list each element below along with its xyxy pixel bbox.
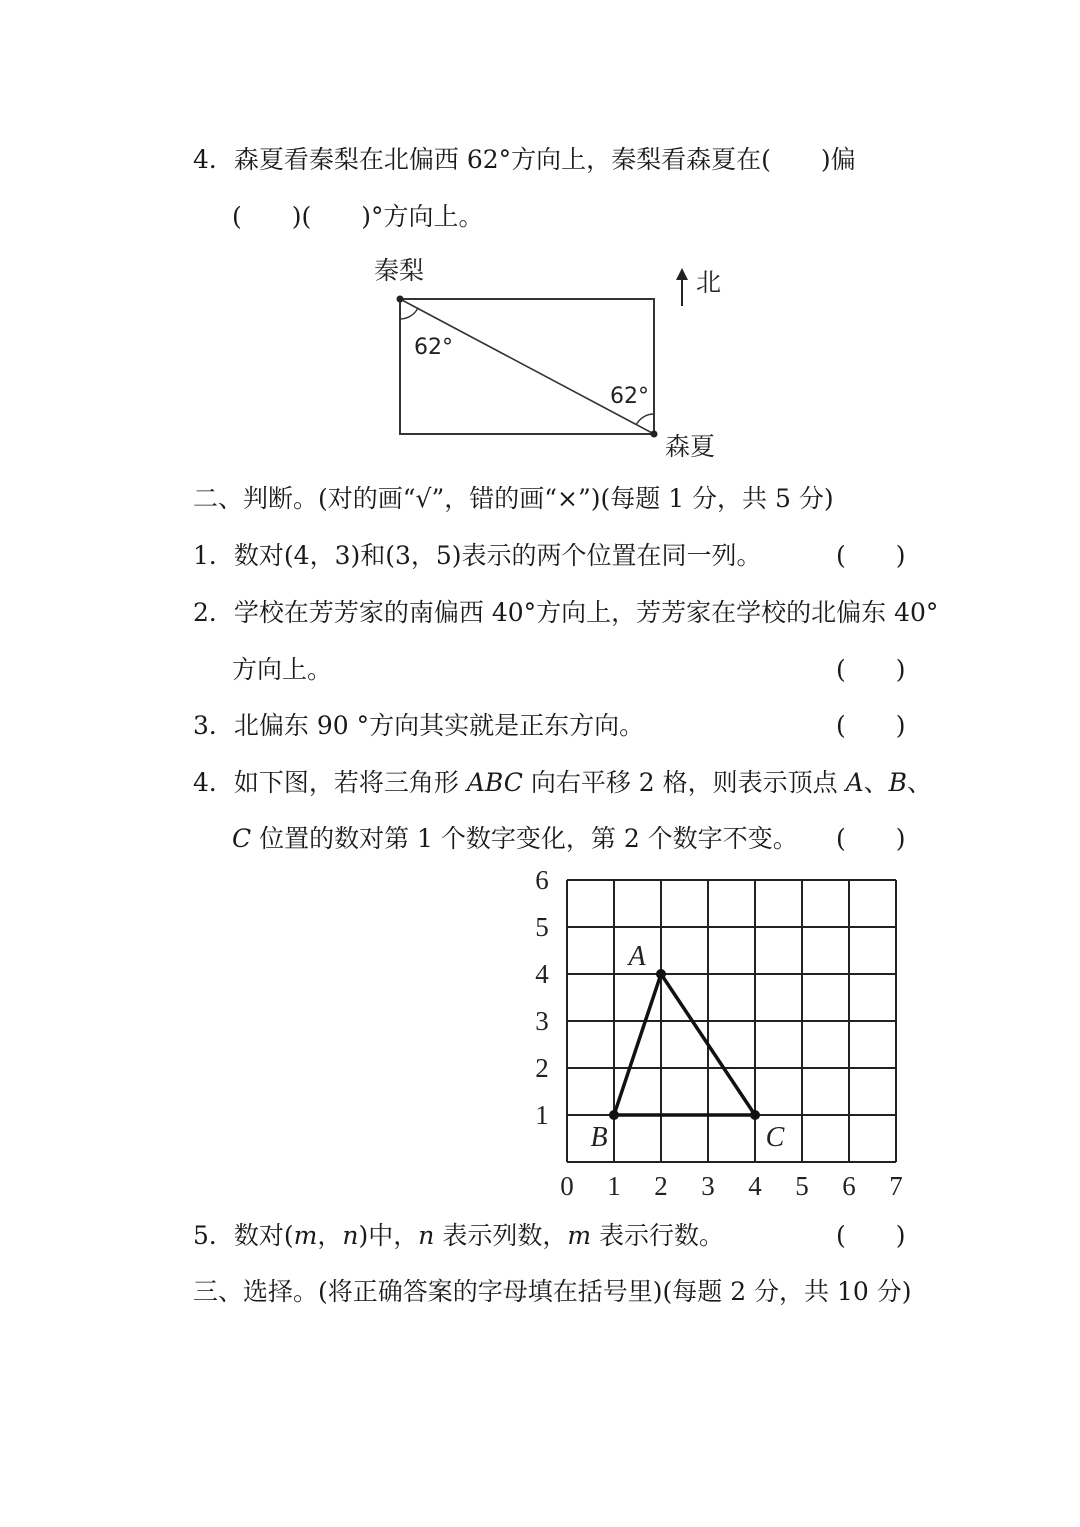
- y-tick-label: 1: [535, 1100, 549, 1130]
- point-qinli: [397, 296, 404, 303]
- y-tick-label: 3: [535, 1006, 549, 1036]
- x-tick-label: 5: [795, 1171, 809, 1201]
- angle-arc-top: [400, 308, 418, 319]
- x-tick-label: 3: [701, 1171, 715, 1201]
- q4-line1: 4．森夏看秦梨在北偏西 62°方向上，秦梨看森夏在( )偏: [193, 145, 856, 174]
- label-north: 北: [696, 268, 722, 297]
- x-tick-label: 7: [889, 1171, 903, 1201]
- point-senxia: [651, 431, 658, 438]
- angle-label-bottom: 62°: [610, 384, 649, 409]
- vertex-label-b: B: [590, 1122, 608, 1153]
- judge-item-1: 1．数对(4，3)和(3，5)表示的两个位置在同一列。: [193, 541, 762, 570]
- vertex-label-a: A: [628, 941, 646, 972]
- vertex-label-c: C: [765, 1122, 785, 1153]
- judge-item-4-line2: C 位置的数对第 1 个数字变化，第 2 个数字不变。: [232, 824, 798, 853]
- answer-paren-4[interactable]: ( ): [836, 824, 906, 853]
- x-tick-label: 1: [607, 1171, 621, 1201]
- judge-item-2-line1: 2．学校在芳芳家的南偏西 40°方向上，芳芳家在学校的北偏东 40°: [193, 598, 939, 627]
- judge-item-2-line2: 方向上。: [232, 655, 333, 684]
- vertex-a: [656, 969, 666, 979]
- vertex-c: [750, 1110, 760, 1120]
- judge-item-4-line1: 4．如下图，若将三角形 ABC 向右平移 2 格，则表示顶点 A、B、: [193, 768, 933, 797]
- section3-title: 三、选择。(将正确答案的字母填在括号里)(每题 2 分，共 10 分): [193, 1277, 912, 1306]
- label-senxia: 森夏: [665, 432, 716, 461]
- angle-label-top: 62°: [414, 335, 453, 360]
- coordinate-grid-figure: [520, 864, 920, 1204]
- y-tick-label: 2: [535, 1053, 549, 1083]
- label-qinli: 秦梨: [374, 256, 425, 285]
- figure-diagonal: [400, 299, 654, 434]
- judge-item-5: 5．数对(m，n)中，n 表示列数，m 表示行数。: [193, 1221, 725, 1250]
- answer-paren-2[interactable]: ( ): [836, 655, 906, 684]
- answer-paren-3[interactable]: ( ): [836, 711, 906, 740]
- section2-title: 二、判断。(对的画“√”，错的画“×”)(每题 1 分，共 5 分): [193, 484, 834, 513]
- x-tick-label: 6: [842, 1171, 856, 1201]
- q4-line2: ( )( )°方向上。: [232, 202, 484, 231]
- north-arrow-icon: [676, 268, 688, 280]
- x-tick-label: 4: [748, 1171, 762, 1201]
- judge-item-3: 3．北偏东 90 °方向其实就是正东方向。: [193, 711, 645, 740]
- vertex-b: [609, 1110, 619, 1120]
- y-tick-label: 5: [535, 912, 549, 942]
- y-tick-label: 4: [535, 959, 549, 989]
- angle-arc-bottom: [636, 414, 654, 425]
- answer-paren-5[interactable]: ( ): [836, 1221, 906, 1250]
- answer-paren-1[interactable]: ( ): [836, 541, 906, 570]
- direction-figure: [360, 248, 740, 463]
- x-tick-label: 2: [654, 1171, 668, 1201]
- y-tick-label: 6: [535, 865, 549, 895]
- triangle-abc: [614, 974, 755, 1115]
- x-tick-label: 0: [560, 1171, 574, 1201]
